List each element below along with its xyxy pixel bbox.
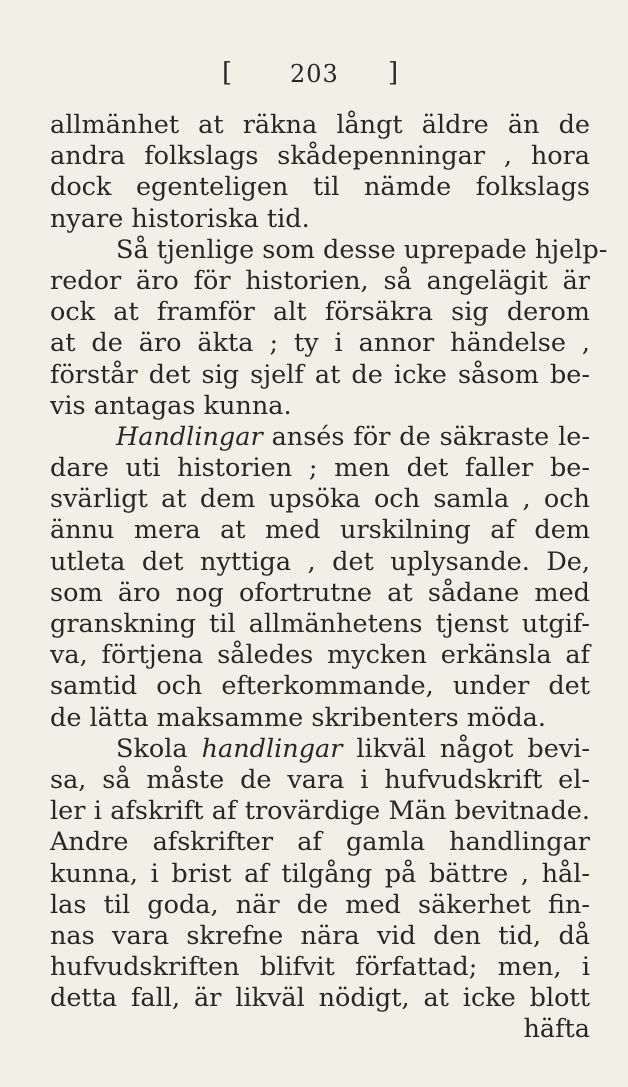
left-bracket: [ bbox=[222, 58, 234, 88]
page-number: 203 bbox=[290, 60, 339, 88]
text-line: detta fall, är likväl nödigt, at icke blott bbox=[50, 983, 590, 1014]
body-text bbox=[50, 110, 608, 1046]
text-line: granskning til allmänhetens tjenst utgif- bbox=[50, 609, 590, 639]
text-line: allmänhet at räkna långt äldre än de bbox=[50, 110, 590, 140]
text-line: Så tjenlige som desse uprepade hjelp- bbox=[116, 234, 608, 265]
right-bracket: ] bbox=[388, 58, 400, 88]
text-line: vis antagas kunna. bbox=[50, 390, 292, 421]
text-line: ler i afskrift af trovärdige Män bevitnade. bbox=[50, 796, 590, 827]
text-line: las til goda, när de med säkerhet fin- bbox=[50, 889, 590, 920]
page-header bbox=[0, 58, 628, 98]
text-line: nyare historiska tid. bbox=[50, 203, 310, 234]
text-line: redor äro för historien, så angelägit är bbox=[50, 265, 590, 296]
text-line: Andre afskrifter af gamla handlingar bbox=[50, 827, 590, 858]
text-line: dock egenteligen til nämde folkslags bbox=[50, 172, 590, 203]
text-line: sa, så måste de vara i hufvudskrift el- bbox=[50, 764, 590, 795]
text-line: at de äro äkta ; ty i annor händelse , bbox=[50, 328, 590, 359]
text-line: samtid och efterkommande, under det bbox=[50, 671, 590, 702]
catchword: häfta bbox=[523, 1014, 590, 1045]
text-line: som äro nog ofortrutne at sådane med bbox=[50, 577, 590, 608]
text-line: ännu mera at med urskilning af dem bbox=[50, 515, 590, 546]
text-fragment: likväl något bevi- bbox=[342, 733, 590, 764]
text-line: utleta det nyttiga , det uplysande. De, bbox=[50, 546, 590, 577]
text-fragment: ansés för de säkraste le- bbox=[262, 421, 590, 452]
text-line: nas vara skrefne nära vid den tid, då bbox=[50, 920, 590, 951]
italic-term: handlingar bbox=[201, 733, 343, 764]
text-line: kunna, i brist af tilgång på bättre , hål- bbox=[50, 858, 590, 889]
text-line: svärligt at dem upsöka och samla , och bbox=[50, 484, 590, 515]
text-line: andra folkslags skådepenningar , hora bbox=[50, 141, 590, 172]
text-line bbox=[50, 734, 590, 765]
text-line: hufvudskriften blifvit författad; men, i bbox=[50, 952, 590, 983]
text-line: ock at framför alt försäkra sig derom bbox=[50, 297, 590, 328]
text-line: dare uti historien ; men det faller be- bbox=[50, 453, 590, 484]
italic-term: Handlingar bbox=[116, 421, 263, 452]
text-line: förstår det sig sjelf at de icke såsom be- bbox=[50, 359, 590, 390]
text-line: de lätta maksamme skribenters möda. bbox=[50, 702, 546, 733]
text-line: va, förtjena således mycken erkänsla af bbox=[50, 640, 590, 671]
text-line bbox=[50, 422, 590, 453]
text-fragment: Skola bbox=[116, 733, 202, 764]
